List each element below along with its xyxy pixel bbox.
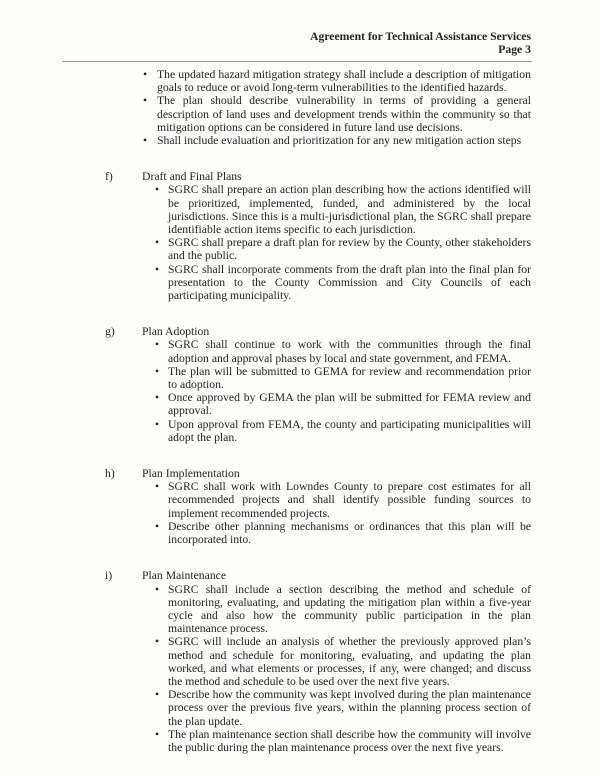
bullet-item: • SGRC shall prepare an action plan describing how the actions identified will be prioritized, implemented, funded, and administered by the local jurisdictions. Since this is a multi-jurisdictional plan, the SGRC shall prepare identifiable action items specific to each jurisdiction. [168, 183, 531, 236]
page-header [70, 30, 531, 56]
section-heading [70, 170, 531, 183]
header-rule [62, 61, 532, 62]
document-body [70, 68, 531, 754]
section-heading [70, 325, 531, 338]
section-bullet-list [70, 183, 531, 302]
bullet-item: • The plan maintenance section shall describe how the community will involve the public during the plan maintenance process over the next five years. [168, 728, 531, 754]
document-section [70, 170, 531, 302]
bullet-item: • SGRC shall work with Lowndes County to prepare cost estimates for all recommended projects and shall identify possible funding sources to implement recommended projects. [168, 480, 531, 520]
bullet-item: • Upon approval from FEMA, the county and participating municipalities will adopt the plan. [168, 418, 531, 444]
section-label: f) [105, 170, 113, 184]
section-label: h) [105, 467, 115, 481]
bullet-item: • Describe other planning mechanisms or ordinances that this plan will be incorporated into. [168, 520, 531, 546]
section-label: g) [105, 325, 115, 339]
section-heading [70, 467, 531, 480]
section-title: Plan Maintenance [142, 569, 227, 583]
section-label: i) [105, 569, 113, 583]
bullet-item: • The plan should describe vulnerability in terms of providing a general description of land uses and development trends within the community so that mitigation options can be considered in future land use decisions. [157, 94, 531, 134]
section-bullet-list [70, 480, 531, 546]
section-title: Plan Adoption [142, 325, 210, 339]
document-section [70, 325, 531, 444]
bullet-item: • SGRC shall continue to work with the communities through the final adoption and approval phases by local and state government, and FEMA. [168, 338, 531, 364]
section-title: Draft and Final Plans [142, 170, 242, 184]
section-title: Plan Implementation [142, 467, 240, 481]
document-section [70, 467, 531, 546]
document-title: Agreement for Technical Assistance Services [310, 30, 531, 43]
sections-container [70, 170, 531, 754]
bullet-item: • The plan will be submitted to GEMA for review and recommendation prior to adoption. [168, 365, 531, 391]
section-heading [70, 569, 531, 582]
section-bullet-list [70, 583, 531, 755]
page-number: Page 3 [498, 43, 531, 57]
bullet-item: • SGRC shall prepare a draft plan for review by the County, other stakeholders and the public. [168, 236, 531, 262]
bullet-item: • Once approved by GEMA the plan will be submitted for FEMA review and approval. [168, 391, 531, 417]
bullet-item: • SGRC will include an analysis of whether the previously approved plan’s method and schedule for monitoring, evaluating, and updating the plan worked, and what elements or processes, if any, were changed; and discuss the method and schedule to be used over the next five years. [168, 635, 531, 688]
bullet-item: • SGRC shall include a section describing the method and schedule of monitoring, evaluating, and updating the mitigation plan within a five-year cycle and also how the community public participation in the plan maintenance process. [168, 583, 531, 636]
bullet-item: • Shall include evaluation and prioritization for any new mitigation action steps [157, 134, 531, 147]
intro-bullet-list [70, 68, 531, 147]
bullet-item: • Describe how the community was kept involved during the plan maintenance process over the previous five years, within the planning process section of the plan update. [168, 688, 531, 728]
document-section [70, 569, 531, 754]
bullet-item: • SGRC shall incorporate comments from the draft plan into the final plan for presentation to the County Commission and City Councils of each participating municipality. [168, 263, 531, 303]
section-bullet-list [70, 338, 531, 444]
bullet-item: • The updated hazard mitigation strategy shall include a description of mitigation goals to reduce or avoid long-term vulnerabilities to the identified hazards. [157, 68, 531, 94]
